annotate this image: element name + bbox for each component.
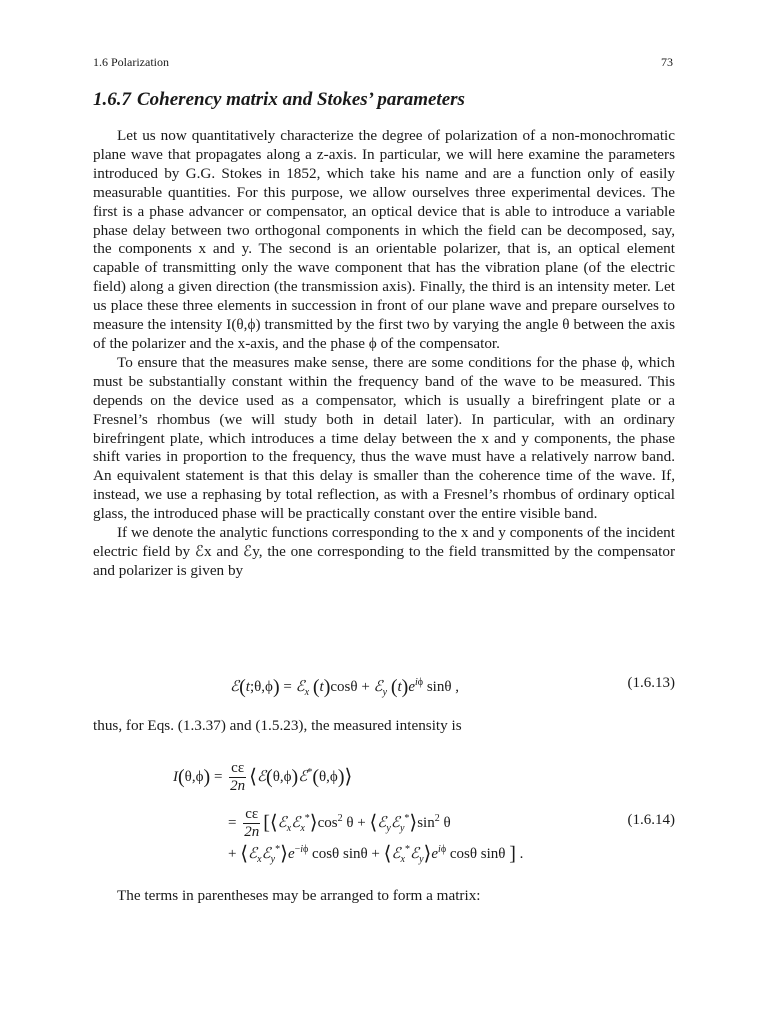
equation-number-1-6-14: (1.6.14) (627, 812, 675, 828)
paragraph-2: To ensure that the measures make sense, there are some conditions for the phase ϕ, which must be substantially constant within the frequency band of the wave to be measured. This depends on the device used as a compensator, which is usually a birefringent plate or a Fresnel’s rhombus (we will study both in detail later). In particular, with an ordinary birefringent plate, which introduces a time delay between the x and y components, the phase shift varies in proportion to the frequency, thus the wave must have a relatively narrow band. An equivalent statement is that this delay is smaller than the coherence time of the wave. If, instead, we use a rephasing by total reflection, as with a Fresnel’s rhombus of ordinary optical glass, the introduced phase will be practically constant over the entire visible band. (93, 353, 675, 523)
paragraph-3: If we denote the analytic functions corresponding to the x and y components of the incident electric field by ℰx and ℰy, the one corresponding to the field transmitted by the compensator and polarizer is given by (93, 524, 675, 579)
paragraph-5: The terms in parentheses may be arranged to form a matrix: (117, 887, 481, 904)
section-title-text: Coherency matrix and Stokes’ parameters (137, 89, 465, 110)
page-number: 73 (661, 55, 673, 69)
running-head-section: 1.6 Polarization (93, 55, 169, 69)
equation-number-1-6-13: (1.6.13) (627, 675, 675, 691)
paragraph-1: Let us now quantitatively characterize the degree of polarization of a non-monochromatic plane wave that propagates along a z-axis. In particular, we will here examine the parameters introduced by G.G. Stokes in 1852, which take his name and are a function only of easily measurable quantities. For this purpose, we allow ourselves three experimental devices. The first is a phase advancer or compensator, an optical device that is able to introduce a variable phase delay between two orthogonal components in which the field can be decomposed, say, the components x and y. The second is an orientable polarizer, that is, an optical element capable of transmitting only the wave component that has the vibration plane (of the electric field) along a given direction (the transmission axis). Finally, the third is an intensity meter. Let us place these three elements in succession in front of our plane wave and prepare ourselves to measure the intensity I(θ,ϕ) transmitted by the first two by varying the angle θ between the axis of the polarizer and the x-axis, and the phase ϕ of the compensator. (93, 127, 675, 352)
section-number: 1.6.7 (93, 89, 131, 110)
equation-1-6-14-line-3: + $⟨ℰ_xℰ_y^*⟩e^{-i\phi}$ cosθ $\sin\theta + ⟨ℰ_x^*ℰ_y⟩e^{i\phi}$ cosθ sinθ ] . (228, 843, 524, 865)
equation-1-6-14-line-1: I(θ,ϕ) = $\frac{c\varepsilon}{2n}$ ⟨ℰ(θ,ϕ)ℰ*(θ,ϕ)⟩ (173, 760, 353, 794)
paragraph-4: thus, for Eqs. (1.3.37) and (1.5.23), the measured intensity is (93, 717, 462, 734)
section-heading (93, 88, 675, 112)
equation-1-6-14-line-2: = $\frac{c\varepsilon}{2n}$ [$⟨ℰ_xℰ_x^*⟩\cos^2$ $\theta + ⟨ℰ_yℰ_y^*⟩\sin^2$ θ (228, 806, 451, 840)
body-text (93, 127, 675, 581)
equation-1-6-13: ℰ(t;θ,ϕ) = ℰ$_x$ (t)cosθ + ℰ$_y$ $(t)e^{i\phi}$ sinθ , (230, 676, 460, 698)
running-head (93, 54, 675, 70)
